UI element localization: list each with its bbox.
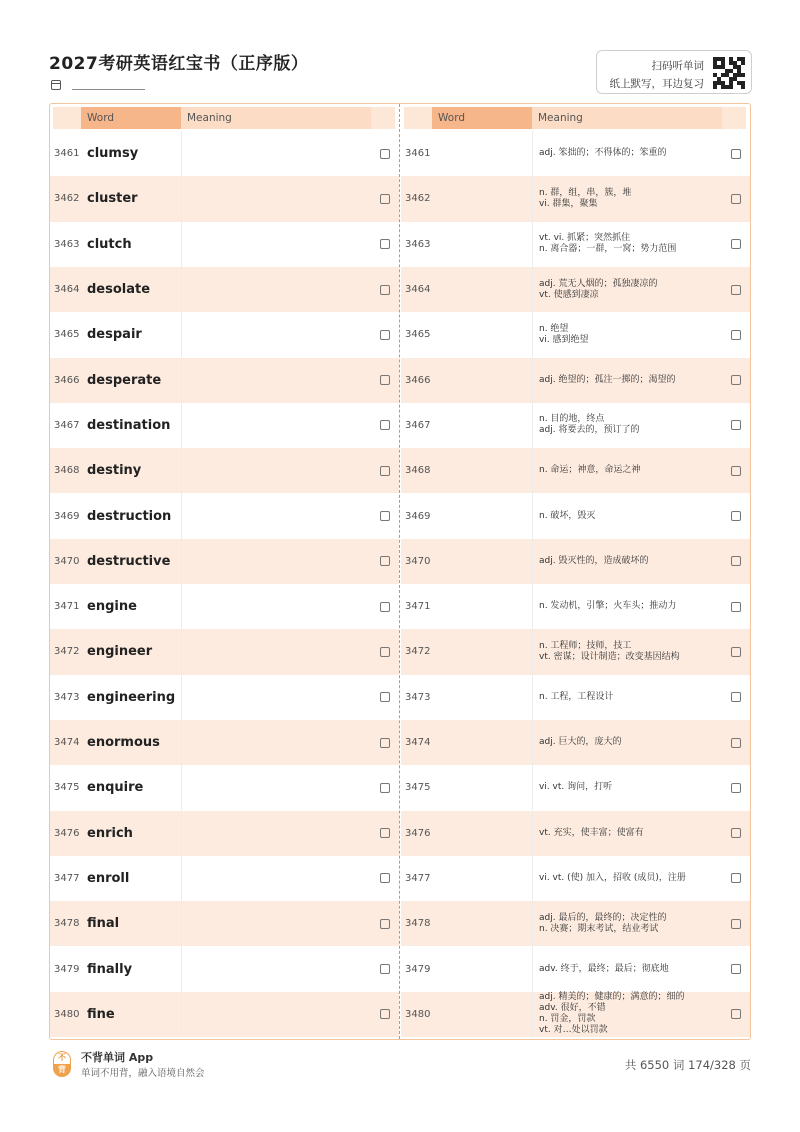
review-checkbox[interactable] xyxy=(731,239,741,249)
meaning-text xyxy=(539,901,719,946)
cell-divider xyxy=(532,856,533,901)
cell-divider xyxy=(181,901,182,946)
date-field-line xyxy=(72,80,145,90)
meaning-text xyxy=(539,403,719,448)
meaning-line: adj. 巨大的，庞大的 xyxy=(539,737,622,748)
table-row xyxy=(401,584,750,629)
cell-divider xyxy=(181,222,182,267)
word-text: engineering xyxy=(87,689,176,705)
meaning-line: adj. 精美的；健康的；满意的；细的 xyxy=(539,992,685,1003)
meaning-line: vi. vt. 询问，打听 xyxy=(539,782,613,793)
word-number: 3479 xyxy=(405,963,431,975)
cell-divider xyxy=(181,176,182,221)
word-text: clumsy xyxy=(87,146,139,162)
fold-divider xyxy=(399,104,400,1039)
word-number: 3470 xyxy=(54,555,80,567)
meaning-line: n. 工程师；技师，技工 xyxy=(539,640,632,651)
table-row xyxy=(401,222,750,267)
cell-divider xyxy=(181,856,182,901)
review-checkbox[interactable] xyxy=(731,647,741,657)
word-text: clutch xyxy=(87,236,132,252)
word-number: 3480 xyxy=(54,1008,80,1020)
review-checkbox[interactable] xyxy=(380,330,390,340)
word-number: 3468 xyxy=(405,465,431,477)
meaning-text xyxy=(539,448,719,493)
word-number: 3473 xyxy=(54,691,80,703)
meaning-line: vi. vt. (使) 加入，招收 (成员)，注册 xyxy=(539,872,686,883)
word-text: enquire xyxy=(87,780,144,796)
table-row xyxy=(50,992,399,1037)
table-row xyxy=(50,675,399,720)
table-row xyxy=(50,176,399,221)
cell-divider xyxy=(181,675,182,720)
meaning-text xyxy=(539,131,719,176)
meaning-text xyxy=(539,222,719,267)
word-number: 3464 xyxy=(54,284,80,296)
header-word: Word xyxy=(432,107,532,129)
word-text: destiny xyxy=(87,463,142,479)
review-checkbox[interactable] xyxy=(380,285,390,295)
review-checkbox[interactable] xyxy=(731,964,741,974)
review-checkbox[interactable] xyxy=(380,873,390,883)
vocab-table xyxy=(49,103,751,1040)
app-name: 不背单词 App xyxy=(81,1051,154,1064)
cell-divider xyxy=(532,448,533,493)
table-row xyxy=(401,629,750,674)
app-logo xyxy=(53,1051,71,1077)
meaning-line: vt. 对…处以罚款 xyxy=(539,1025,608,1036)
word-text: final xyxy=(87,916,120,932)
word-text: destination xyxy=(87,417,171,433)
review-checkbox[interactable] xyxy=(731,285,741,295)
meaning-line: adv. 很好，不错 xyxy=(539,1003,606,1014)
header-word: Word xyxy=(81,107,181,129)
meaning-line: adj. 绝望的；孤注一掷的；渴望的 xyxy=(539,374,676,385)
word-number: 3461 xyxy=(405,148,431,160)
review-checkbox[interactable] xyxy=(731,828,741,838)
word-number: 3462 xyxy=(405,193,431,205)
word-number: 3463 xyxy=(405,238,431,250)
word-number: 3466 xyxy=(54,374,80,386)
header-meaning: Meaning xyxy=(532,107,722,129)
meaning-text xyxy=(539,629,719,674)
promo-line-2: 纸上默写，耳边复习 xyxy=(609,78,704,90)
table-row xyxy=(401,539,750,584)
table-row xyxy=(401,901,750,946)
table-row xyxy=(401,992,750,1037)
header-meaning: Meaning xyxy=(181,107,371,129)
meaning-line: vi. 感到绝望 xyxy=(539,334,589,345)
logo-bottom: 背 xyxy=(53,1064,71,1077)
meaning-text xyxy=(539,493,719,538)
table-row xyxy=(50,539,399,584)
table-row xyxy=(401,946,750,991)
word-number: 3468 xyxy=(54,465,80,477)
meaning-text xyxy=(539,312,719,357)
cell-divider xyxy=(532,131,533,176)
meaning-text xyxy=(539,584,719,629)
meaning-line: n. 破坏，毁灭 xyxy=(539,510,596,521)
cell-divider xyxy=(181,992,182,1037)
meaning-line: n. 绝望 xyxy=(539,323,569,334)
table-row xyxy=(401,312,750,357)
word-number: 3480 xyxy=(405,1008,431,1020)
meaning-text xyxy=(539,358,719,403)
logo-top: 不 xyxy=(53,1051,71,1064)
word-number: 3477 xyxy=(405,872,431,884)
word-number: 3474 xyxy=(54,737,80,749)
review-checkbox[interactable] xyxy=(731,420,741,430)
meaning-line: adv. 终于，最终；最后；彻底地 xyxy=(539,963,669,974)
word-text: desolate xyxy=(87,282,151,298)
review-checkbox[interactable] xyxy=(731,1009,741,1019)
word-text: finally xyxy=(87,961,133,977)
review-checkbox[interactable] xyxy=(380,692,390,702)
review-checkbox[interactable] xyxy=(731,375,741,385)
word-number: 3469 xyxy=(54,510,80,522)
review-checkbox[interactable] xyxy=(380,466,390,476)
meaning-line: vt. vi. 抓紧；突然抓住 xyxy=(539,233,631,244)
review-checkbox[interactable] xyxy=(380,239,390,249)
meaning-column-half xyxy=(401,104,750,1039)
table-row xyxy=(50,584,399,629)
word-number: 3474 xyxy=(405,737,431,749)
word-number: 3463 xyxy=(54,238,80,250)
cell-divider xyxy=(532,901,533,946)
word-text: enrich xyxy=(87,825,133,841)
cell-divider xyxy=(532,584,533,629)
word-number: 3478 xyxy=(54,918,80,930)
cell-divider xyxy=(181,267,182,312)
page-info: 共 6550 词 174/328 页 xyxy=(624,1058,751,1072)
table-row xyxy=(50,131,399,176)
table-row xyxy=(50,403,399,448)
cell-divider xyxy=(181,131,182,176)
meaning-text xyxy=(539,811,719,856)
cell-divider xyxy=(181,720,182,765)
review-checkbox[interactable] xyxy=(380,556,390,566)
qr-code-icon xyxy=(713,57,745,89)
meaning-line: n. 罚金，罚款 xyxy=(539,1014,596,1025)
word-text: despair xyxy=(87,327,142,343)
table-row xyxy=(401,811,750,856)
word-text: enormous xyxy=(87,735,160,751)
word-text: engine xyxy=(87,599,137,615)
meaning-text xyxy=(539,675,719,720)
word-number: 3467 xyxy=(405,419,431,431)
word-number: 3476 xyxy=(54,827,80,839)
cell-divider xyxy=(532,222,533,267)
cell-divider xyxy=(181,629,182,674)
review-checkbox[interactable] xyxy=(380,420,390,430)
meaning-line: vi. 群集，聚集 xyxy=(539,198,598,209)
word-number: 3478 xyxy=(405,918,431,930)
review-checkbox[interactable] xyxy=(380,1009,390,1019)
meaning-text xyxy=(539,992,719,1037)
table-row xyxy=(401,131,750,176)
table-row xyxy=(50,765,399,810)
meaning-line: n. 离合器；一群，一窝；势力范围 xyxy=(539,244,677,255)
word-number: 3466 xyxy=(405,374,431,386)
review-checkbox[interactable] xyxy=(380,738,390,748)
word-number: 3476 xyxy=(405,827,431,839)
word-text: cluster xyxy=(87,191,138,207)
cell-divider xyxy=(532,176,533,221)
table-row xyxy=(401,448,750,493)
cell-divider xyxy=(181,312,182,357)
cell-divider xyxy=(532,629,533,674)
word-number: 3473 xyxy=(405,691,431,703)
review-checkbox[interactable] xyxy=(380,828,390,838)
review-checkbox[interactable] xyxy=(731,556,741,566)
meaning-line: n. 决赛；期末考试，结业考试 xyxy=(539,923,659,934)
table-row xyxy=(401,675,750,720)
cell-divider xyxy=(532,720,533,765)
word-number: 3471 xyxy=(405,601,431,613)
word-number: 3470 xyxy=(405,555,431,567)
review-checkbox[interactable] xyxy=(380,511,390,521)
cell-divider xyxy=(532,267,533,312)
table-row xyxy=(401,176,750,221)
table-row xyxy=(50,312,399,357)
review-checkbox[interactable] xyxy=(731,738,741,748)
table-row xyxy=(50,946,399,991)
meaning-line: vt. 密谋；设计制造；改变基因结构 xyxy=(539,651,680,662)
word-number: 3465 xyxy=(54,329,80,341)
meaning-line: adj. 将要去的，预订了的 xyxy=(539,425,640,436)
review-checkbox[interactable] xyxy=(731,466,741,476)
app-slogan: 单词不用背，融入语境自然会 xyxy=(81,1068,205,1079)
review-checkbox[interactable] xyxy=(731,330,741,340)
cell-divider xyxy=(181,765,182,810)
calendar-icon xyxy=(51,80,61,90)
cell-divider xyxy=(532,403,533,448)
audio-promo-box xyxy=(596,50,752,94)
word-column-half xyxy=(50,104,399,1039)
review-checkbox[interactable] xyxy=(731,511,741,521)
cell-divider xyxy=(181,358,182,403)
word-number: 3475 xyxy=(54,782,80,794)
word-number: 3471 xyxy=(54,601,80,613)
cell-divider xyxy=(181,448,182,493)
meaning-line: adj. 毁灭性的，造成破坏的 xyxy=(539,555,649,566)
review-checkbox[interactable] xyxy=(380,602,390,612)
header-check-cell xyxy=(722,107,746,129)
meaning-line: n. 发动机，引擎；火车头；推动力 xyxy=(539,601,677,612)
meaning-text xyxy=(539,539,719,584)
review-checkbox[interactable] xyxy=(731,194,741,204)
word-number: 3467 xyxy=(54,419,80,431)
table-row xyxy=(50,493,399,538)
table-row xyxy=(50,901,399,946)
cell-divider xyxy=(532,312,533,357)
table-row xyxy=(50,222,399,267)
cell-divider xyxy=(181,493,182,538)
review-checkbox[interactable] xyxy=(380,919,390,929)
meaning-line: vt. 充实，使丰富；使富有 xyxy=(539,827,644,838)
meaning-text xyxy=(539,267,719,312)
review-checkbox[interactable] xyxy=(380,375,390,385)
word-number: 3464 xyxy=(405,284,431,296)
page-title: 2027考研英语红宝书（正序版） xyxy=(49,54,309,74)
cell-divider xyxy=(181,539,182,584)
date-row xyxy=(51,80,145,90)
table-row xyxy=(50,267,399,312)
table-row xyxy=(401,267,750,312)
word-text: fine xyxy=(87,1006,115,1022)
review-checkbox[interactable] xyxy=(731,602,741,612)
meaning-text xyxy=(539,176,719,221)
meaning-line: vt. 使感到凄凉 xyxy=(539,289,599,300)
word-number: 3472 xyxy=(54,646,80,658)
word-text: engineer xyxy=(87,644,153,660)
word-text: desperate xyxy=(87,372,162,388)
meaning-line: adj. 笨拙的；不得体的；笨重的 xyxy=(539,148,667,159)
word-number: 3477 xyxy=(54,872,80,884)
meaning-line: adj. 最后的，最终的；决定性的 xyxy=(539,912,667,923)
meaning-line: n. 群，组，串，簇，堆 xyxy=(539,187,632,198)
word-text: destruction xyxy=(87,508,172,524)
header-num-cell xyxy=(53,107,81,129)
meaning-line: adj. 荒无人烟的；孤独凄凉的 xyxy=(539,278,658,289)
review-checkbox[interactable] xyxy=(731,873,741,883)
table-row xyxy=(50,448,399,493)
meaning-text xyxy=(539,765,719,810)
table-row xyxy=(50,720,399,765)
cell-divider xyxy=(532,493,533,538)
review-checkbox[interactable] xyxy=(380,149,390,159)
table-row xyxy=(50,811,399,856)
table-row xyxy=(401,493,750,538)
meaning-line: n. 目的地，终点 xyxy=(539,414,605,425)
table-row xyxy=(401,856,750,901)
table-row xyxy=(401,358,750,403)
cell-divider xyxy=(181,584,182,629)
review-checkbox[interactable] xyxy=(731,783,741,793)
word-number: 3469 xyxy=(405,510,431,522)
cell-divider xyxy=(181,403,182,448)
meaning-text xyxy=(539,720,719,765)
cell-divider xyxy=(532,811,533,856)
word-number: 3465 xyxy=(405,329,431,341)
review-checkbox[interactable] xyxy=(731,692,741,702)
meaning-line: n. 命运；神意，命运之神 xyxy=(539,465,641,476)
cell-divider xyxy=(532,675,533,720)
cell-divider xyxy=(532,946,533,991)
word-number: 3462 xyxy=(54,193,80,205)
table-row xyxy=(401,403,750,448)
word-text: destructive xyxy=(87,553,171,569)
cell-divider xyxy=(181,811,182,856)
cell-divider xyxy=(181,946,182,991)
review-checkbox[interactable] xyxy=(380,647,390,657)
table-row xyxy=(50,856,399,901)
review-checkbox[interactable] xyxy=(731,149,741,159)
meaning-line: n. 工程，工程设计 xyxy=(539,691,614,702)
table-row xyxy=(401,720,750,765)
header-check-cell xyxy=(371,107,395,129)
cell-divider xyxy=(532,765,533,810)
table-row xyxy=(50,358,399,403)
table-row xyxy=(50,629,399,674)
meaning-text xyxy=(539,856,719,901)
word-number: 3475 xyxy=(405,782,431,794)
review-checkbox[interactable] xyxy=(380,964,390,974)
word-text: enroll xyxy=(87,870,130,886)
cell-divider xyxy=(532,992,533,1037)
review-checkbox[interactable] xyxy=(380,783,390,793)
word-number: 3472 xyxy=(405,646,431,658)
word-number: 3461 xyxy=(54,148,80,160)
cell-divider xyxy=(532,358,533,403)
header-num-cell xyxy=(404,107,432,129)
meaning-text xyxy=(539,946,719,991)
review-checkbox[interactable] xyxy=(380,194,390,204)
cell-divider xyxy=(532,539,533,584)
table-row xyxy=(401,765,750,810)
review-checkbox[interactable] xyxy=(731,919,741,929)
word-number: 3479 xyxy=(54,963,80,975)
promo-line-1: 扫码听单词 xyxy=(651,60,704,72)
